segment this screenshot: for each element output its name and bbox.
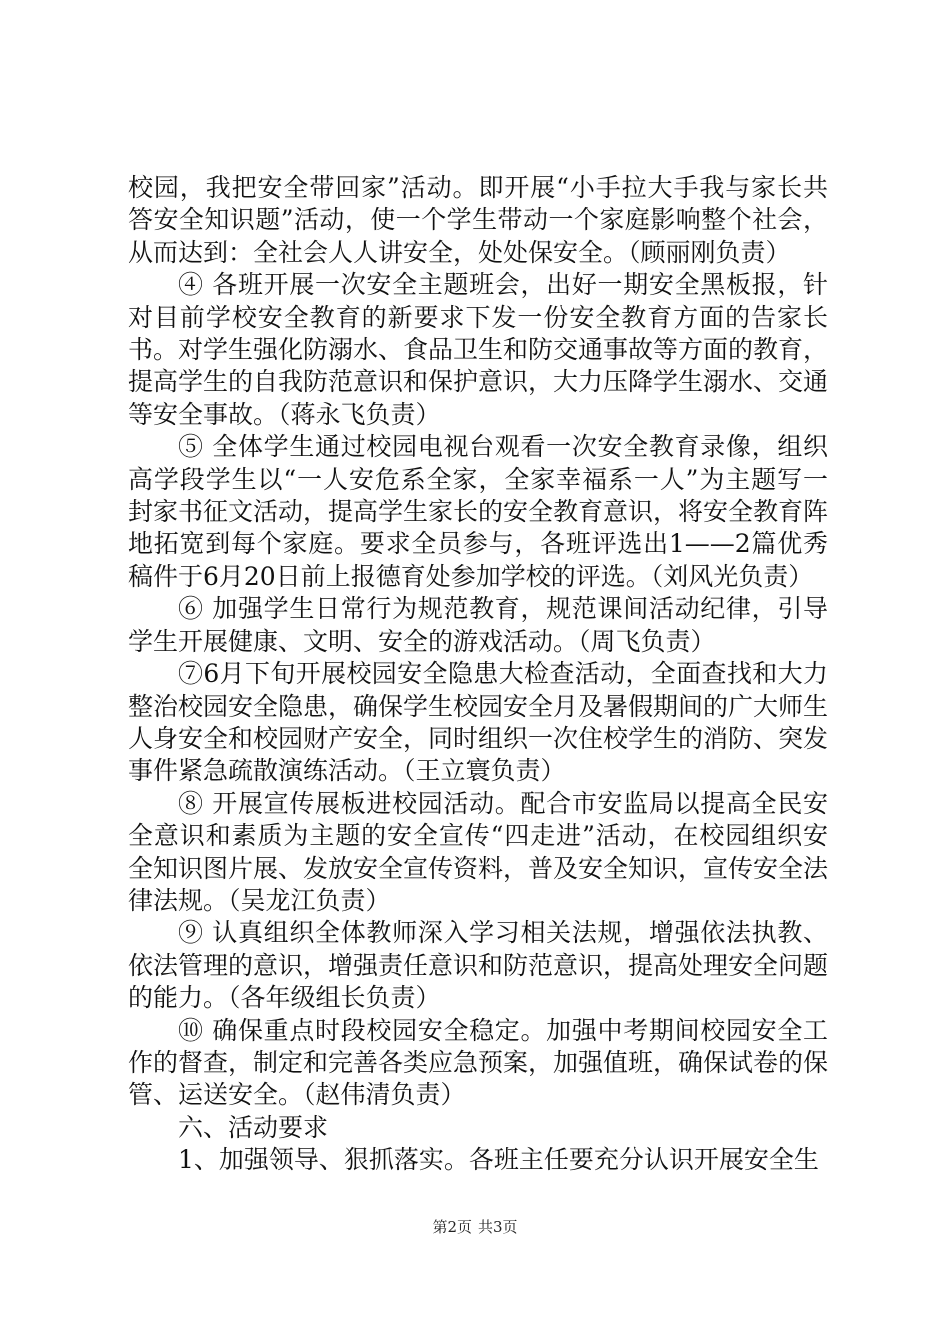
document-body xyxy=(128,172,828,1177)
paragraph-item-5: ⑤ 全体学生通过校园电视台观看一次安全教育录像，组织高学段学生以“一人安危系全家，全家幸福系一人”为主题写一封家书征文活动，提高学生家长的安全教育意识，将安全教育阵地拓宽到每个家庭。要求全员参与，各班评选出1——2篇优秀稿件于6月20日前上报德育处参加学校的评选。（刘风光负责） xyxy=(128,432,829,591)
paragraph-item-8: ⑧ 开展宣传展板进校园活动。配合市安监局以提高全民安全意识和素质为主题的安全宣传“四走进”活动，在校园组织安全知识图片展、发放安全宣传资料，普及安全知识，宣传安全法律法规。（吴龙江负责） xyxy=(128,788,829,915)
page-total: 共3页 xyxy=(478,1218,518,1236)
paragraph-item-7: ⑦6月下旬开展校园安全隐患大检查活动，全面查找和大力整治校园安全隐患，确保学生校园安全月及暑假期间的广大师生人身安全和校园财产安全，同时组织一次住校学生的消防、突发事件紧急疏散演练活动。（王立寰负责） xyxy=(128,659,829,786)
paragraph-item-10: ⑩ 确保重点时段校园安全稳定。加强中考期间校园安全工作的督查，制定和完善各类应急预案，加强值班，确保试卷的保管、运送安全。（赵伟清负责） xyxy=(128,1015,829,1110)
paragraph-continuation: 校园，我把安全带回家”活动。即开展“小手拉大手我与家长共答安全知识题”活动，使一个学生带动一个家庭影响整个社会，从而达到：全社会人人讲安全，处处保安全。（顾丽刚负责） xyxy=(128,173,828,267)
page-footer xyxy=(0,1217,950,1237)
page-number: 第2页 xyxy=(432,1218,472,1236)
section-heading: 六、活动要求 xyxy=(178,1112,329,1142)
paragraph-item-9: ⑨ 认真组织全体教师深入学习相关法规，增强依法执教、依法管理的意识，增强责任意识和防范意识，提高处理安全问题的能力。（各年级组长负责） xyxy=(128,918,829,1013)
paragraph-requirement-1: 1、加强领导、狠抓落实。各班主任要充分认识开展安全生 xyxy=(178,1145,819,1175)
paragraph-item-4: ④ 各班开展一次安全主题班会，出好一期安全黑板报，针对目前学校安全教育的新要求下发一份安全教育方面的告家长书。对学生强化防溺水、食品卫生和防交通事故等方面的教育，提高学生的自我防范意识和保护意识，大力压降学生溺水、交通等安全事故。（蒋永飞负责） xyxy=(128,270,829,429)
paragraph-item-6: ⑥ 加强学生日常行为规范教育，规范课间活动纪律，引导学生开展健康、文明、安全的游戏活动。（周飞负责） xyxy=(128,594,828,656)
